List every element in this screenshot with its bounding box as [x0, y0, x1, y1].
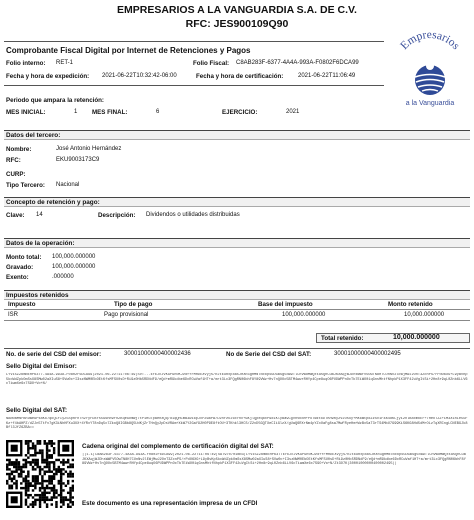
cadena-original-label: Cadena original del complemento de certificación digital del SAT:: [82, 443, 274, 450]
folio-interno-value: RET-1: [56, 60, 74, 66]
clave-label: Clave:: [6, 212, 25, 219]
exento-label: Exento:: [6, 274, 29, 281]
company-logo: [388, 30, 472, 108]
folio-interno-label: Folio interno:: [6, 60, 46, 67]
gravado-label: Gravado:: [6, 264, 34, 271]
section-concepto: Concepto de retención y pago:: [4, 197, 470, 207]
col-tipo-pago: Tipo de pago: [114, 301, 153, 308]
tipo-tercero-value: Nacional: [56, 182, 80, 188]
col-monto: Monto retenido: [388, 301, 433, 308]
sello-sat-label: Sello Digital del SAT:: [6, 407, 68, 414]
fecha-certificacion-label: Fecha y hora de certificación:: [196, 73, 284, 80]
fecha-expedicion-label: Fecha y hora de expedición:: [6, 73, 90, 80]
monto-total-label: Monto total:: [6, 254, 42, 261]
sello-sat-value: NAN0aMNrBnuWe9Ps8Kk7qkQCfIyZ5SpRrnTh2YyFD8Ys5G6hR9fnZKqeGOmWj7tPiHuTpaenzQq/d1qQHCmB3w16pJcPZw6Pw/D2nFzOJ6cYhc+wXjlQpeq8xP9d1KlyBa9CgVnVbbH+Pk7WztkDTKH9Ry2V2UsXy+MX6WtpdZzSv1Fza4dKLjyi2hlB8cmoEr+7HeOTZZ+iM3X1RIe5uFKz+f4bAHPZ/dZJn5TtFv7gK3iNhHFXu3UX+4YRxYT8nDq5c7ZkoQ8IGBb8Q5UdKjZrTHnQy2pDsVRAm+XkW7Y2GaY92H0P9E8ftOU+3TKhkl3HCS/Z2vD5GQTXeCIiGlzX/gUaQ6RXrNm4pYZxOaFg8sa7MwFRyeHm+WzBx5aT3rTS4MbU7G99KiS6KG8Hd5dMrOLzTqXRCngLCNEBGJk8Bfl3JfZ6ZBA==: [6, 417, 468, 431]
globe-icon: [415, 62, 445, 95]
csd-sat-value: 30001000000400002495: [334, 351, 401, 357]
impuestos-header-row: [4, 300, 470, 310]
csd-sat-label: No de Serie del CSD del SAT:: [226, 351, 312, 358]
sello-emisor-value: LYVi5ZZbmNEHP6377-4A4A-993A-F0802F6DCA99|2021-06-22T11:06:49|SVT...kYkJcJvKGPGh0KJzdffFMHDEXvyjs/RJtkuRxp4B5JHXR3gHMN7NcopSGUGBSg5SW9TlCnvWdMWQxtAsQRCuBJKXAqjWJDhsWWFV5OwTN8H7CUnNv2lEWjMwJ2OnT3ZcnPS/rPdO6XG+L9yBvKp5kcWdZpkOmSsX8SMw02aXIuS8+SVw0c+I3szNWM0EbOEtKfsMFSU0sD+Ri9z0Hb5RDNdF9/eQd+mR9kdbe6DcRCwVaf1HT+a/mrt3Lc3FQgRN06bhF8Y89VWz+Hv7nQOOc5BTM4wwrRHYp4Cpe8uqO6PUDWPPnOcTb7EiWO01qGnsMhtfNhpkP1X3FF42uVgItSi+2Hn8r9qL0Znb6LLV6cTiwmXe6x7S9O+Vo+N/: [6, 373, 468, 387]
tercero-rfc-value: EKU9003173C9: [56, 157, 100, 163]
periodo-title: Periodo que ampara la retención:: [6, 97, 104, 104]
tipo-tercero-label: Tipo Tercero:: [6, 182, 45, 189]
company-rfc: RFC: JES900109Q90: [185, 18, 289, 30]
nombre-label: Nombre:: [6, 146, 32, 153]
gravado-value: 100,000.000000: [52, 264, 96, 270]
cadena-original-value: ||1.1|C8AB283F-6377-4A4A-993A-F0802F6DCA99|2021-06-22T11:06:49|SAT970701NN3|LYVi5ZZbmNEHP6377kYkJcJvKGPGh0KJzdffFMHDEXvyjs/RJtkuRxp4B5JHXR3gHMN7NcopSGUGBSg5SW9TlCnvWdMWQxtAsQRCuBJKXAqjWJDhsWWFV5OwTN8H7CUnNv2lEWjMwJ2OnT3ZcnPS/rPdO6XG+L9yBvKp5kcWdZpkOmSsX8SMw02aXIuS8+SVw0c+I3szNWM0EbOEtKfsMFSU0sD+Ri9z0Hb5RDNdF9/eQd+mR9kdbe6DcRCwVaf1HT+a/mrt3Lc3FQgRN06bhF8Y89VWz+Hv7nQOOc5BTM4wwrRHYp4Cpe8uqO6PUDWPPnOcTb7EiWO01qGnsMhtfNhpkP1X3FF42uVgItSi+2Hn8r9qL0Znb6LLV6cTiwmXe6x7S9O+Vo+N/Zt3O7K|30001000000400002495||: [82, 453, 466, 467]
descripcion-value: Dividendos o utilidades distribuidas: [146, 212, 240, 218]
total-retenido-value: 10,000.000000: [393, 334, 440, 341]
total-retenido-label: Total retenido:: [321, 335, 364, 342]
fecha-expedicion-value: 2021-06-22T10:32:42-06:00: [102, 73, 177, 79]
company-name: EMPRESARIOS A LA VANGUARDIA S.A. DE C.V.: [117, 4, 357, 16]
document-title: Comprobante Fiscal Digital por Internet de Retenciones y Pagos: [6, 46, 251, 55]
folio-fiscal-value: C8AB283F-6377-4A4A-993A-F0802F6DCA99: [236, 60, 359, 66]
cell-tipo-pago: Pago provisional: [104, 312, 149, 318]
total-retenido-box: [316, 333, 470, 343]
descripcion-label: Descripción:: [98, 212, 136, 219]
sello-emisor-label: Sello Digital del Emisor:: [6, 363, 77, 370]
clave-value: 14: [36, 212, 43, 218]
folio-fiscal-label: Folio Fiscal:: [193, 60, 230, 67]
col-base: Base del impuesto: [258, 301, 313, 308]
monto-total-value: 100,000.000000: [52, 254, 96, 260]
mes-final-value: 6: [156, 109, 160, 115]
qr-code-graphic: [6, 440, 74, 508]
cell-monto: 10,000.000000: [404, 312, 445, 318]
cell-base: 100,000.000000: [282, 312, 326, 318]
col-impuesto: Impuesto: [8, 301, 36, 308]
tercero-rfc-label: RFC:: [6, 157, 21, 164]
nombre-value: José Antonio Hernández: [56, 146, 122, 152]
mes-inicial-label: MES INICIAL:: [6, 109, 46, 116]
curp-label: CURP:: [6, 171, 26, 178]
section-operacion: Datos de la operación:: [4, 238, 470, 248]
section-impuestos: Impuestos retenidos: [4, 290, 470, 300]
ejercicio-label: EJERCICIO:: [222, 109, 258, 116]
ejercicio-value: 2021: [286, 109, 300, 115]
table-row: [4, 311, 470, 321]
logo-subtext: a la Vanguardia: [405, 100, 455, 107]
logo-arc-text: Empresarios: [398, 30, 462, 53]
csd-emisor-label: No. de serie del CSD del emisor:: [6, 351, 102, 358]
exento-value: .000000: [52, 274, 74, 280]
qr-code: [6, 440, 74, 508]
mes-inicial-value: 1: [74, 109, 78, 115]
svg-text:Empresarios: [398, 30, 462, 52]
mes-final-label: MES FINAL:: [92, 109, 128, 116]
cfdi-footer-note: Este documento es una representación impresa de un CFDI: [82, 500, 258, 507]
fecha-certificacion-value: 2021-06-22T11:06:49: [298, 73, 356, 79]
cell-impuesto: ISR: [8, 312, 19, 318]
section-tercero: Datos del tercero:: [4, 130, 470, 140]
csd-emisor-value: 30001000000400002436: [124, 351, 191, 357]
